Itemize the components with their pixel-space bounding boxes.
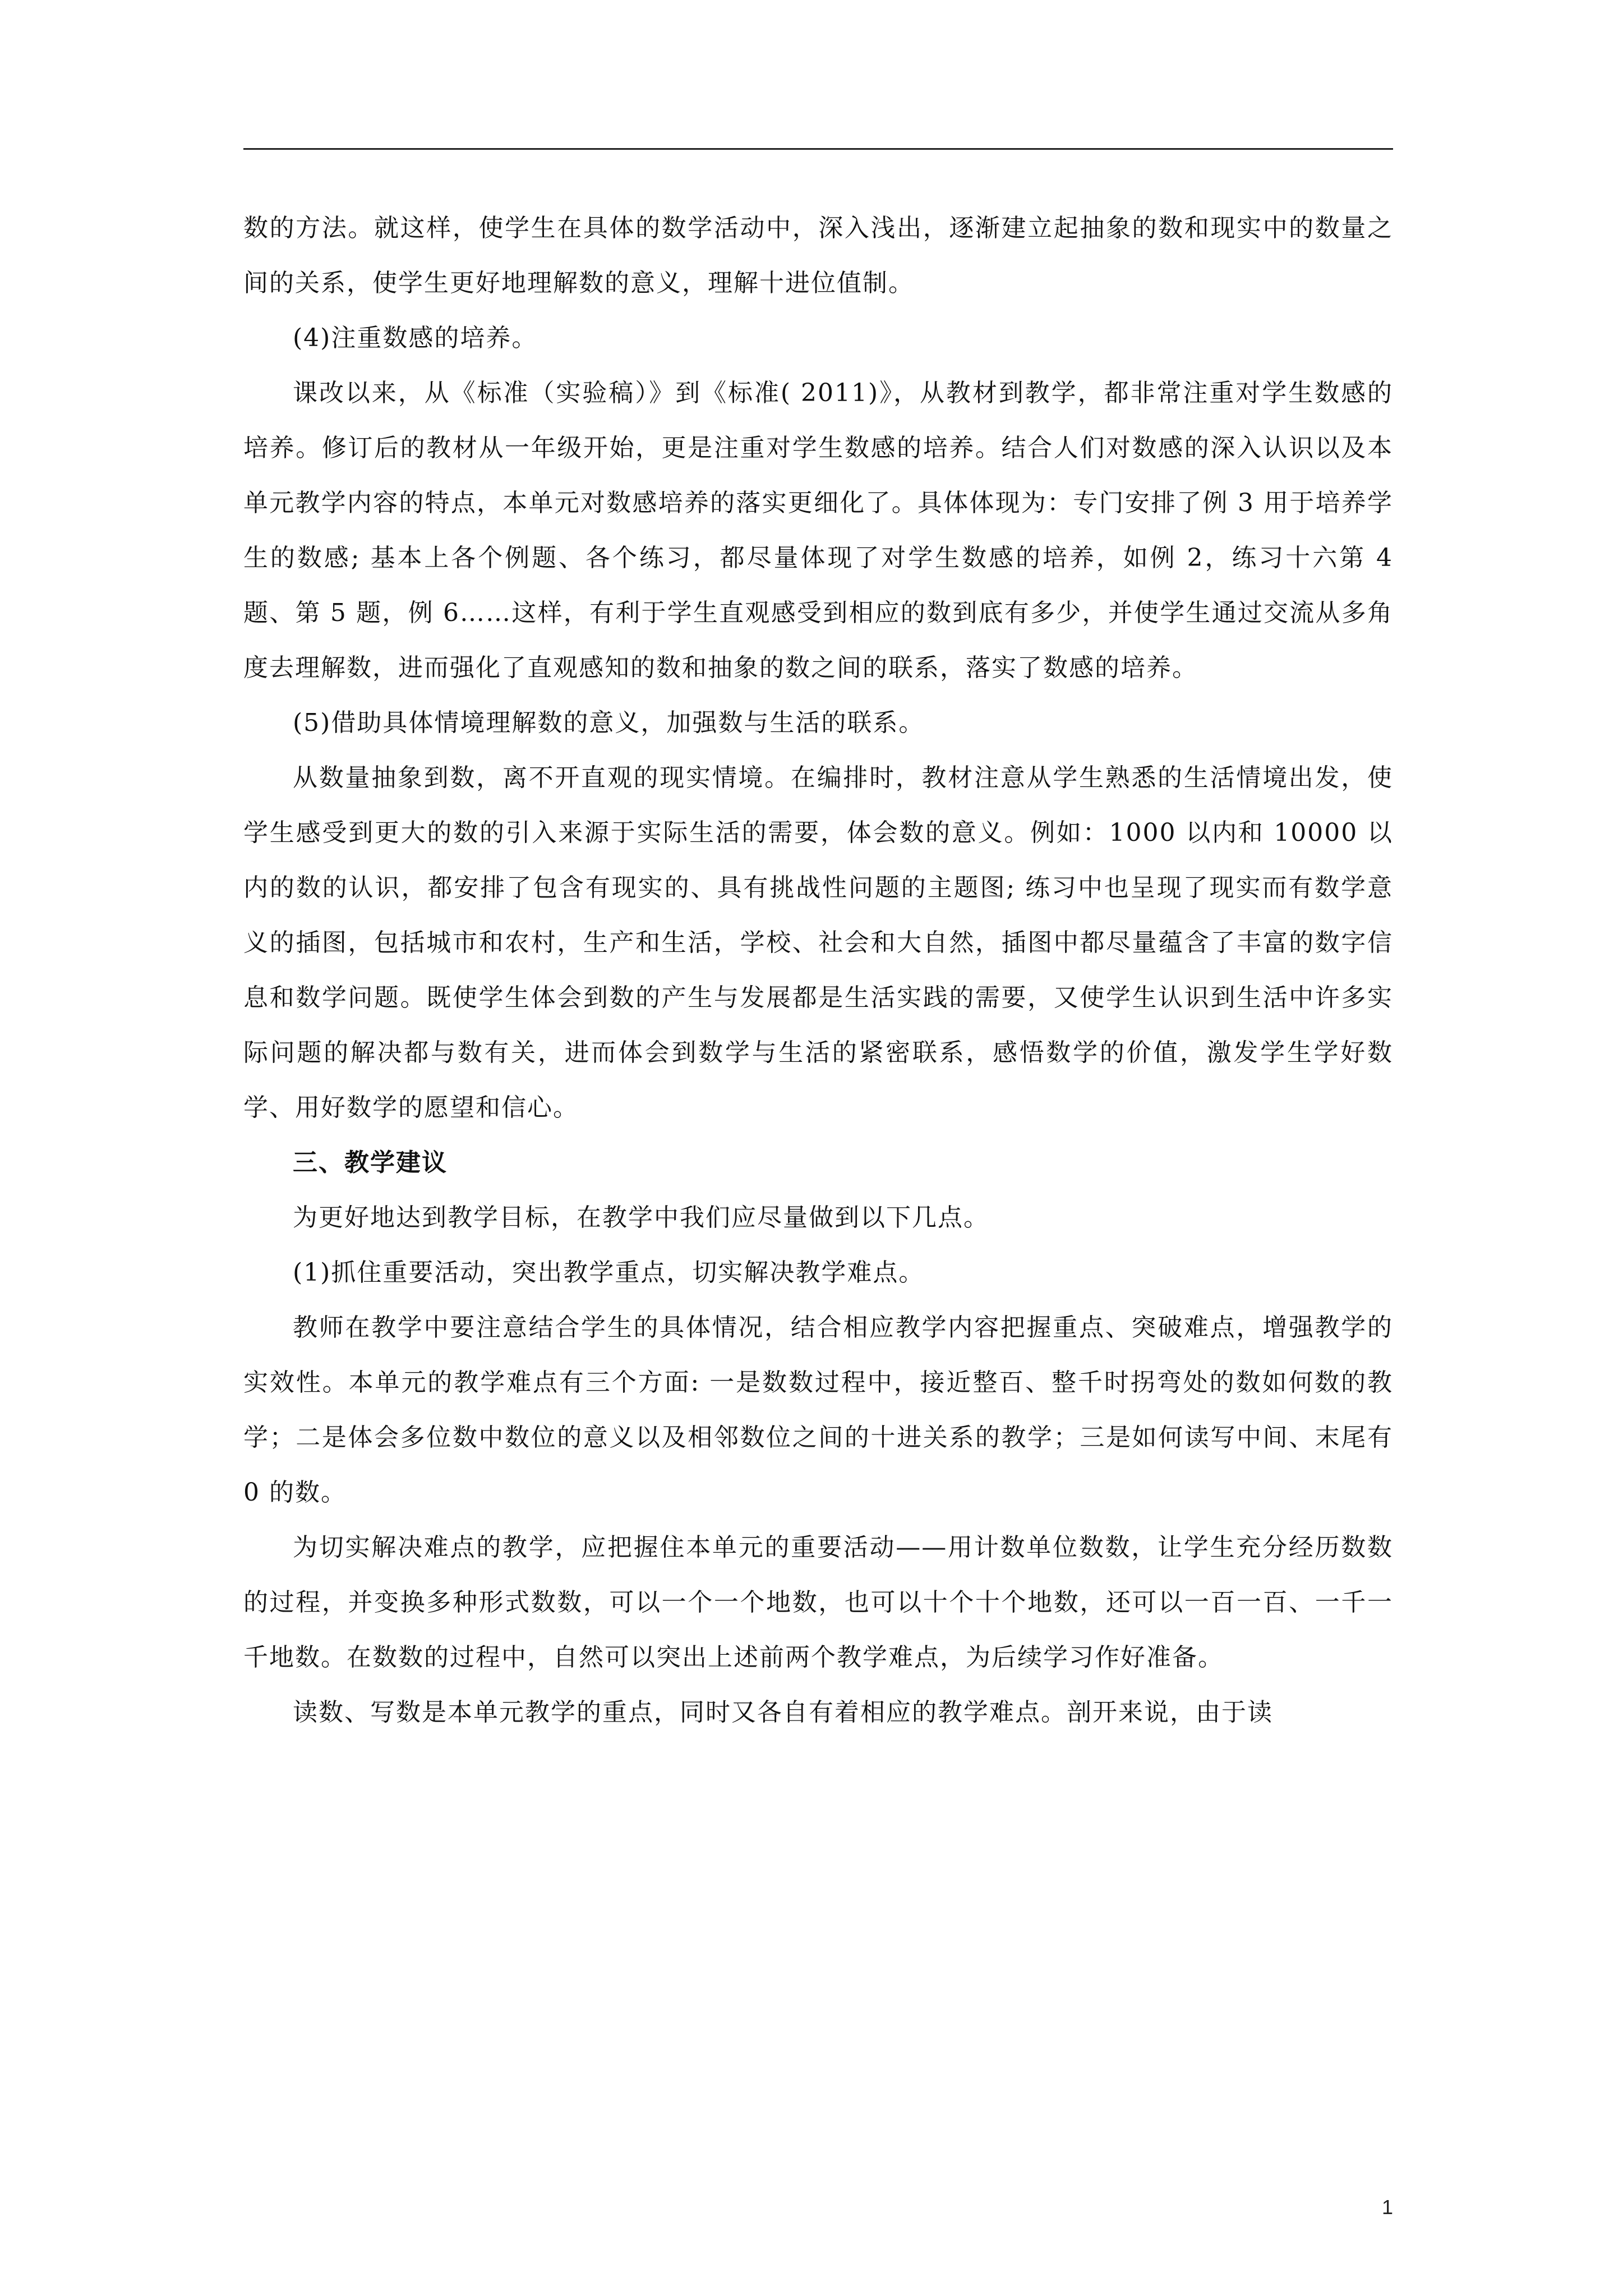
- paragraph: 教师在教学中要注意结合学生的具体情况，结合相应教学内容把握重点、突破难点，增强教学的实效性。本单元的教学难点有三个方面: 一是数数过程中，接近整百、整千时拐弯处的数如何数的教学；二是体会多位数中数位的意义以及相邻数位之间的十进关系的教学；三是如何读写中间、末尾有 0 的数。: [243, 1313, 1393, 1507]
- header-rule: [243, 148, 1393, 150]
- paragraph: 为更好地达到教学目标，在教学中我们应尽量做到以下几点。: [293, 1203, 989, 1232]
- paragraph: 从数量抽象到数，离不开直观的现实情境。在编排时，教材注意从学生熟悉的生活情境出发，使学生感受到更大的数的引入来源于实际生活的需要，体会数的意义。例如：1000 以内和 10000 以内的数的认识，都安排了包含有现实的、具有挑战性问题的主题图; 练习中也呈现了现实而有数学意义的插图，包括城市和农村，生产和生活，学校、社会和大自然，插图中都尽量蕴含了丰富的数字信息和数学问题。既使学生体会到数的产生与发展都是生活实践的需要，又使学生认识到生活中许多实际问题的解决都与数有关，进而体会到数学与生活的紧密联系，感悟数学的价值，激发学生学好数学、用好数学的愿望和信心。: [243, 763, 1393, 1122]
- section-subheading: (5)借助具体情境理解数的意义，加强数与生活的联系。: [293, 708, 925, 737]
- section-subheading: (1)抓住重要活动，突出教学重点，切实解决教学难点。: [293, 1258, 925, 1287]
- paragraph: 为切实解决难点的教学，应把握住本单元的重要活动——用计数单位数数，让学生充分经历数数的过程，并变换多种形式数数，可以一个一个地数，也可以十个十个地数，还可以一百一百、一千一千地数。在数数的过程中，自然可以突出上述前两个教学难点，为后续学习作好准备。: [243, 1533, 1393, 1672]
- document-body: [243, 201, 1393, 1740]
- paragraph: 数的方法。就这样，使学生在具体的数学活动中，深入浅出，逐渐建立起抽象的数和现实中的数量之间的关系，使学生更好地理解数的意义，理解十进位值制。: [243, 214, 1393, 297]
- section-subheading: (4)注重数感的培养。: [293, 324, 538, 352]
- paragraph: 读数、写数是本单元教学的重点，同时又各自有着相应的教学难点。剖开来说，由于读: [293, 1698, 1273, 1727]
- page-number: 1: [1381, 2196, 1393, 2219]
- section-heading: 三、教学建议: [293, 1148, 448, 1177]
- paragraph: 课改以来，从《标准（实验稿）》到《标准( 2011)》，从教材到教学，都非常注重对学生数感的培养。修订后的教材从一年级开始，更是注重对学生数感的培养。结合人们对数感的深入认识以及本单元教学内容的特点，本单元对数感培养的落实更细化了。具体体现为：专门安排了例 3 用于培养学生的数感; 基本上各个例题、各个练习，都尽量体现了对学生数感的培养，如例 2，练习十六第 4 题、第 5 题，例 6……这样，有利于学生直观感受到相应的数到底有多少，并使学生通过交流从多角度去理解数，进而强化了直观感知的数和抽象的数之间的联系，落实了数感的培养。: [243, 379, 1393, 682]
